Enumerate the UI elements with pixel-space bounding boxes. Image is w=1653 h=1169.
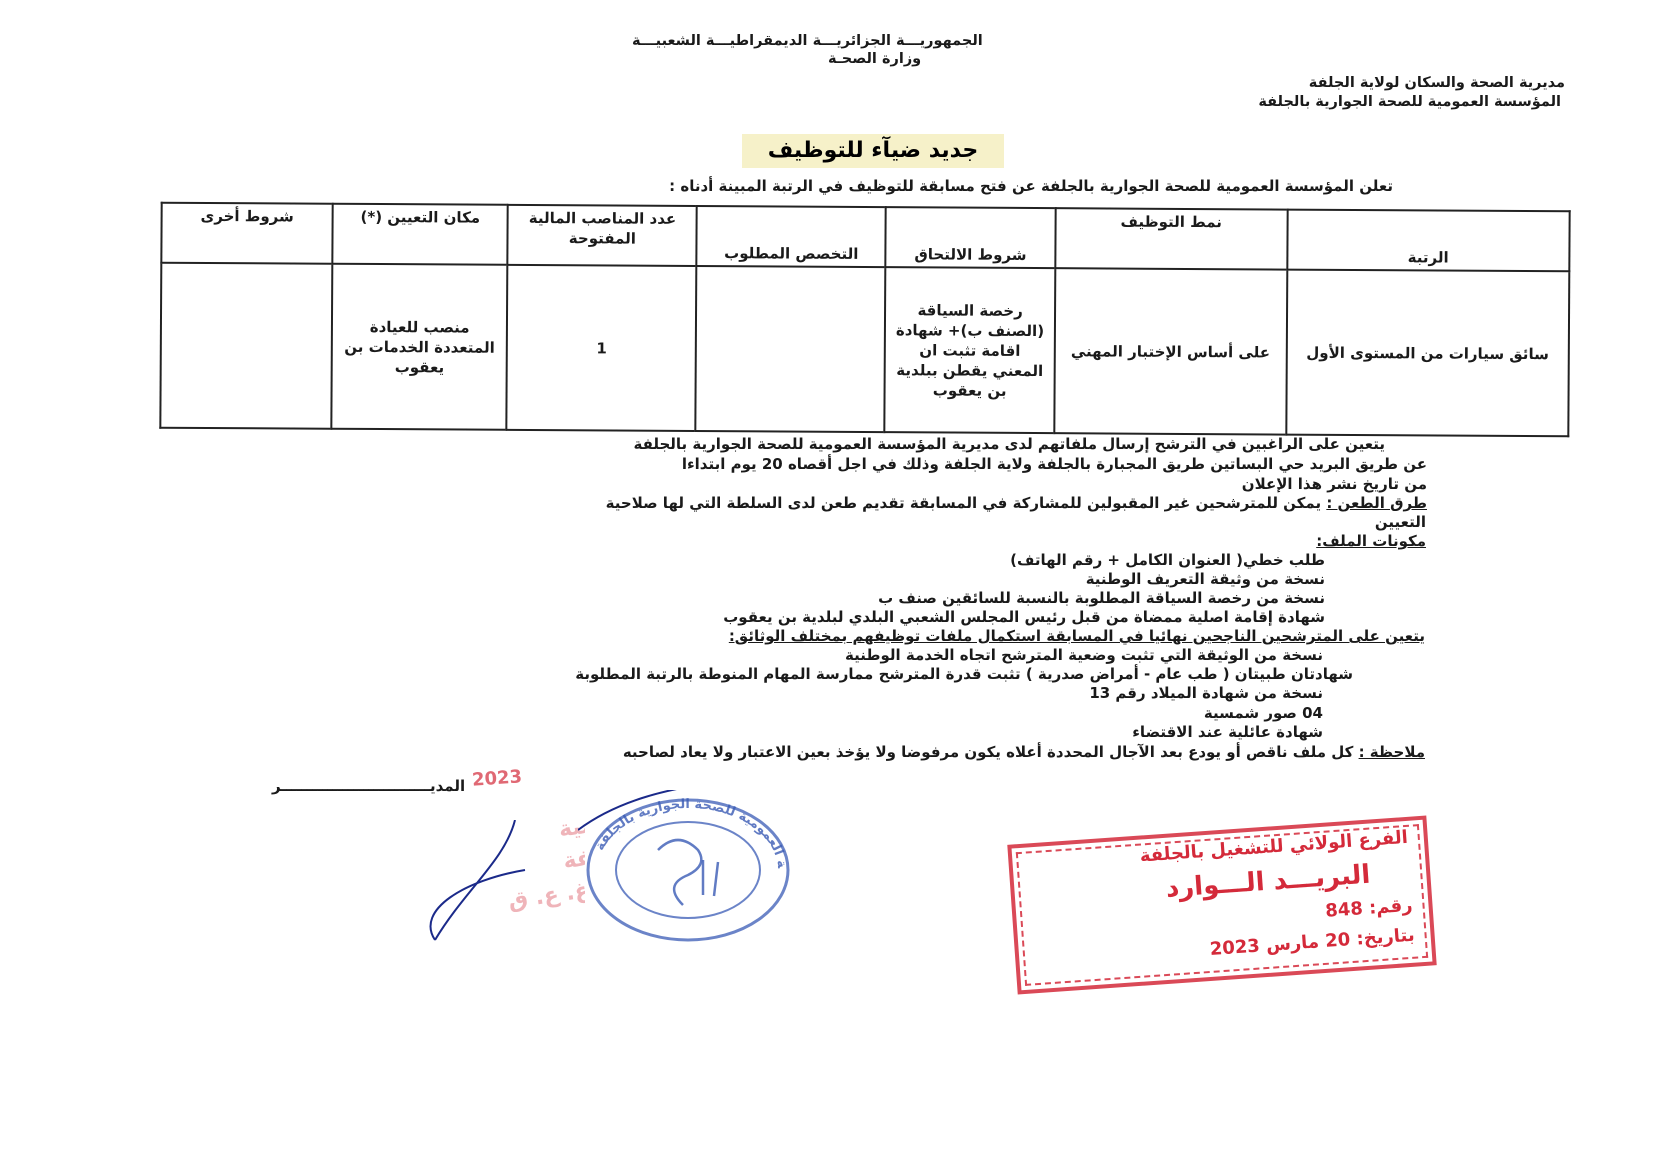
file-components-label: مكونات الملف: (1316, 532, 1426, 550)
red-stamp-line-1: الفرع الولائي للتشغيل بالجلفة (1139, 826, 1409, 867)
cell-recruitment-mode: على أساس الإختبار المهني (1054, 268, 1287, 434)
date-stamp: 2023 (471, 766, 523, 791)
blue-stamp-graphic (578, 790, 878, 950)
note-label: ملاحظة : (1358, 743, 1425, 761)
apply-line-3: من تاريخ نشر هذا الإعلان (1241, 475, 1427, 493)
faded-stamp-graphic (205, 820, 585, 950)
apply-line-1: يتعين على الراغبين في الترشح إرسال ملفاتهم لدى مديرية المؤسسة العمومية للصحة الجوارية بالجلفة (633, 435, 1385, 453)
header-conditions: شروط الالتحاق (886, 207, 1056, 268)
appeal-line (606, 493, 1427, 513)
table-header-row (161, 203, 1569, 272)
header-positions: عدد المناصب المالية المفتوحة (508, 205, 697, 266)
table-row (160, 263, 1569, 437)
header-specialty: التخصص المطلوب (697, 206, 886, 267)
header-other: شروط أخرى (161, 203, 332, 264)
faded-red-stamp (205, 820, 585, 950)
apply-line-2: عن طريق البريد حي البساتين طريق المجبارة بالجلفة ولاية الجلفة وذلك في اجل أقصاه 20 يوم ابتداءا (681, 455, 1427, 473)
ministry-heading: وزارة الصحـة (828, 51, 922, 67)
director-label: المديـــــــــــــــــــــــــــــر (272, 777, 466, 795)
successful-item: نسخة من الوثيقة التي تثبت وضعية المترشح اتجاه الخدمة الوطنية (845, 646, 1323, 664)
announcement-title: جديد ضيآء للتوظيف (742, 134, 1004, 168)
red-stamp-line-3: رقم: 848 (1324, 894, 1414, 922)
blue-circular-stamp (578, 790, 878, 950)
recruitment-table (159, 202, 1570, 438)
blue-stamp-text: ة العمومية للصحة الجوارية بالجلفة (592, 796, 790, 869)
directorate-heading: مديرية الصحة والسكان لولاية الجلفة (1308, 75, 1565, 91)
svg-text:للصحة الجوارية بالجلفة: بالجلفة (561, 838, 585, 875)
cell-other (160, 263, 332, 429)
header-location: مكان التعيين (*) (332, 204, 508, 265)
successful-item: شهادتان طبيتان ( طب عام - أمراض صدرية ) تثبت قدرة المترشح ممارسة المهام المنوطة بالرتبة المطلوبة (575, 665, 1353, 683)
file-item: طلب خطي( العنوان الكامل + رقم الهاتف) (1010, 551, 1325, 569)
red-stamp-line-2: البريـــد الـــوارد (1164, 859, 1372, 904)
file-item: نسخة من رخصة السياقة المطلوبة بالنسبة للسائقين صنف ب (878, 589, 1325, 607)
red-stamp-line-4: بتاريخ: 20 مارس 2023 (1209, 924, 1416, 960)
cell-rank: سائق سيارات من المستوى الأول (1286, 270, 1569, 437)
intro-text: تعلن المؤسسة العمومية للصحة الجوارية بالجلفة عن فتح مسابقة للتوظيف في الرتبة المبينة أدناه : (669, 177, 1393, 195)
header-rank: الرتبة (1287, 210, 1570, 272)
svg-text:غ. ع. ق: غ. ع. ق (506, 878, 585, 915)
file-item: شهادة إقامة اصلية ممضاة من قبل رئيس المجلس الشعبي البلدي لبلدية بن يعقوب (723, 608, 1325, 626)
red-incoming-mail-stamp (1007, 816, 1436, 995)
appeal-text: يمكن للمترشحين غير المقبولين للمشاركة في المسابقة تقديم طعن لدى السلطة التي لها صلاحية (605, 494, 1322, 512)
file-item: نسخة من وثيقة التعريف الوطنية (1085, 570, 1325, 588)
republic-heading: الجمهوريـــة الجزائريـــة الديمقراطيـــة الشعبيـــة (632, 33, 983, 49)
successful-item: 04 صور شمسية (1203, 704, 1323, 722)
cell-conditions: رخصة السياقة (الصنف ب)+ شهادة اقامة تثبت ان المعني يقطن ببلدية بن يعقوب (885, 267, 1055, 433)
note-text: كل ملف ناقص أو يودع بعد الآجال المحددة أعلاه يكون مرفوضا ولا يؤخذ بعين الاعتبار ولا يعاد لصاحبه (622, 743, 1354, 761)
successful-candidates-label: يتعين على المترشحين الناجحين نهائيا في المسابقة استكمال ملفات توظيفهم بمختلف الوثائق: (728, 627, 1425, 645)
note-line (623, 742, 1425, 762)
header-recruitment-mode: نمط التوظيف (1055, 208, 1287, 269)
institution-heading: المؤسسة العمومية للصحة الجوارية بالجلفة (1258, 94, 1561, 110)
cell-positions: 1 (507, 265, 697, 431)
cell-location: منصب للعيادة المتعددة الخدمات بن يعقوب (331, 264, 507, 430)
appeal-label: طرق الطعن : (1326, 494, 1427, 512)
appeal-line-2: التعيين (1374, 513, 1426, 531)
successful-item: نسخة من شهادة الميلاد رقم 13 (1089, 684, 1323, 702)
cell-specialty (696, 266, 886, 432)
successful-item: شهادة عائلية عند الاقتضاء (1132, 723, 1323, 741)
